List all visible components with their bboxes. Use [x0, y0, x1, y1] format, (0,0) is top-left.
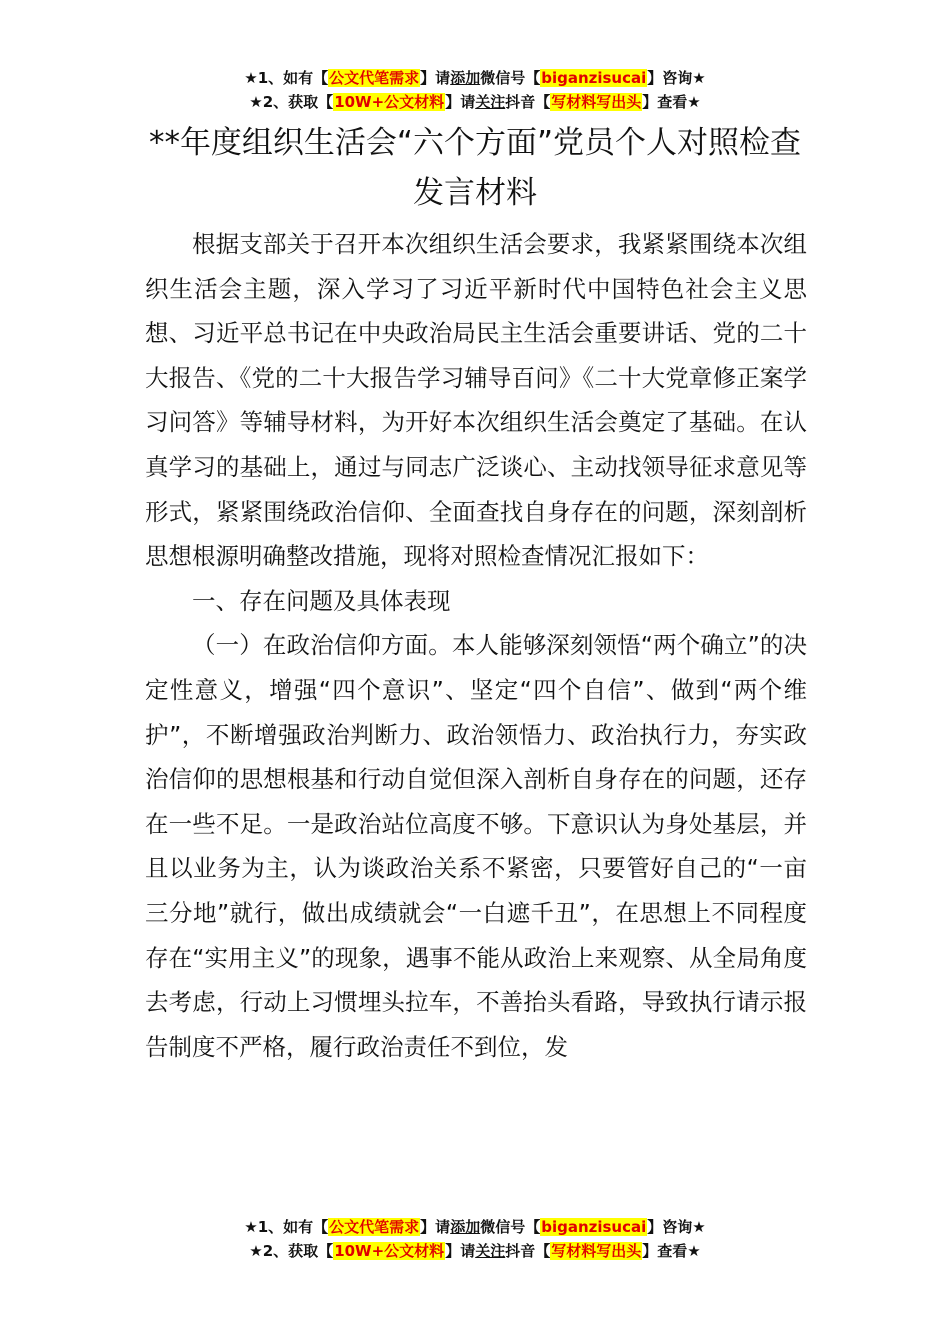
promo-text: ★2、获取【	[249, 93, 334, 111]
promo-line-1	[0, 66, 950, 90]
promo-underline: 关注	[475, 93, 506, 111]
promo-text: 】查看★	[642, 93, 701, 111]
promo-text: 】咨询★	[647, 69, 706, 87]
section-heading: 一、存在问题及具体表现	[192, 586, 451, 615]
promo-text: 】请	[445, 1242, 476, 1260]
promo-highlight: 写材料写出头	[551, 1242, 642, 1260]
document-body	[145, 222, 807, 1069]
body-paragraph: （一）在政治信仰方面。本人能够深刻领悟“两个确立”的决定性意义，增强“四个意识”、坚定“四个自信”、做到“两个维护”，不断增强政治判断力、政治领悟力、政治执行力，夯实政治信仰的思想根基和行动自觉但深入剖析自身存在的问题，还存在一些不足。一是政治站位高度不够。下意识认为身处基层，并且以业务为主，认为谈政治关系不紧密，只要管好自己的“一亩三分地”就行，做出成绩就会“一白遮千丑”，在思想上不同程度存在“实用主义”的现象，遇事不能从政治上来观察、从全局角度去考虑，行动上习惯埋头拉车，不善抬头看路，导致执行请示报告制度不严格，履行政治责任不到位，发	[145, 631, 807, 1061]
promo-text: 抖音【	[505, 1242, 551, 1260]
promo-highlight: biganzisucai	[541, 1218, 647, 1236]
promo-text: 】请	[420, 1218, 451, 1236]
promo-highlight: 10W+公文材料	[334, 93, 445, 111]
promo-highlight: 公文代笔需求	[329, 69, 420, 87]
promo-line-1	[0, 1215, 950, 1239]
promo-underline: 添加	[450, 1218, 481, 1236]
promo-banner-bottom	[0, 1215, 950, 1263]
promo-text: 】咨询★	[647, 1218, 706, 1236]
promo-text: ★2、获取【	[249, 1242, 334, 1260]
document-title: **年度组织生活会“六个方面”党员个人对照检查发言材料	[148, 125, 802, 211]
promo-text: ★1、如有【	[244, 1218, 329, 1236]
promo-text: 】请	[445, 93, 476, 111]
promo-text: 】查看★	[642, 1242, 701, 1260]
promo-underline: 关注	[475, 1242, 506, 1260]
promo-line-2	[0, 1239, 950, 1263]
promo-highlight: biganzisucai	[541, 69, 647, 87]
promo-text: 微信号【	[480, 69, 541, 87]
promo-text: 】请	[420, 69, 451, 87]
promo-text: 微信号【	[480, 1218, 541, 1236]
promo-text: ★1、如有【	[244, 69, 329, 87]
promo-banner-top	[0, 66, 950, 114]
promo-line-2	[0, 90, 950, 114]
intro-paragraph: 根据支部关于召开本次组织生活会要求，我紧紧围绕本次组织生活会主题，深入学习了习近平新时代中国特色社会主义思想、习近平总书记在中央政治局民主生活会重要讲话、党的二十大报告、《党的二十大报告学习辅导百问》《二十大党章修正案学习问答》等辅导材料，为开好本次组织生活会奠定了基础。在认真学习的基础上，通过与同志广泛谈心、主动找领导征求意见等形式，紧紧围绕政治信仰、全面查找自身存在的问题，深刻剖析思想根源明确整改措施，现将对照检查情况汇报如下：	[145, 230, 807, 571]
promo-highlight: 写材料写出头	[551, 93, 642, 111]
promo-highlight: 公文代笔需求	[329, 1218, 420, 1236]
promo-highlight: 10W+公文材料	[334, 1242, 445, 1260]
promo-text: 抖音【	[505, 93, 551, 111]
promo-underline: 添加	[450, 69, 481, 87]
